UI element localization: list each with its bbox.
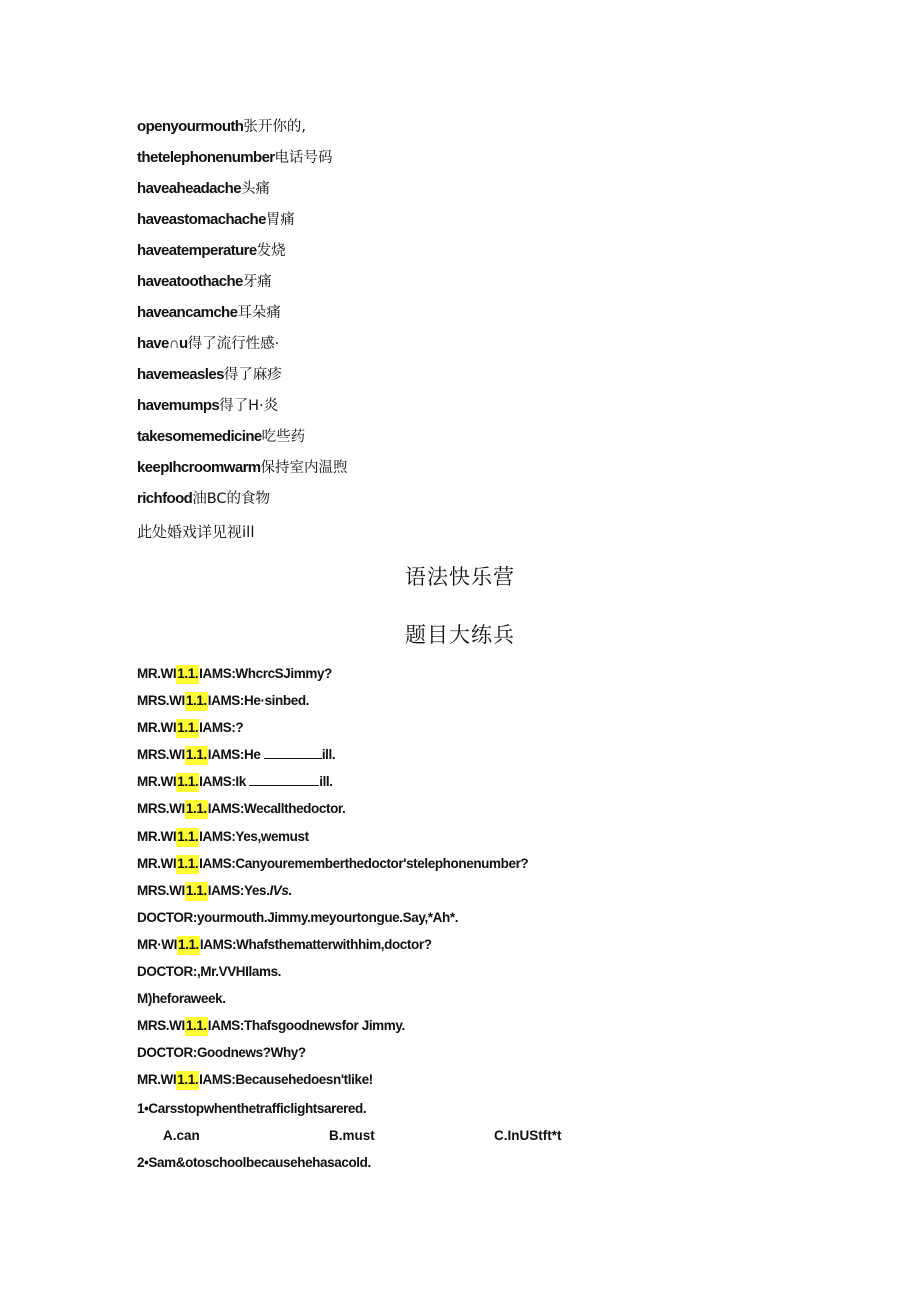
- vocab-item: [137, 455, 348, 486]
- vocab-chinese: 油BC的食物: [192, 491, 271, 507]
- speaker-text: MRS.WI: [137, 1018, 185, 1034]
- dialogue-line: [137, 906, 528, 933]
- dialogue-line: [137, 879, 528, 906]
- question-2: 2•Sam&otoschoolbecausehehasacold.: [137, 1155, 371, 1170]
- vocab-chinese: 吃些药: [261, 429, 306, 445]
- vocab-item: [137, 269, 348, 300]
- vocab-english: takesomemedicine: [137, 428, 262, 445]
- line-text: IAMS:Yes.: [207, 882, 270, 898]
- vocab-chinese: 张开你的,: [243, 119, 306, 135]
- vocab-chinese: 牙痛: [242, 274, 272, 290]
- vocab-item: [137, 393, 348, 424]
- vocab-english: havemumps: [137, 397, 220, 414]
- vocab-english: haveatoothache: [137, 273, 243, 290]
- vocab-chinese: 电话号码: [274, 150, 333, 166]
- vocab-english: haveatemperature: [137, 242, 257, 259]
- question-1: 1•Carsstopwhenthetrafficlightsarered.: [137, 1101, 367, 1116]
- answer-blank[interactable]: [249, 771, 319, 786]
- line-text: IAMS:Whafsthematterwithhim,doctor?: [199, 936, 432, 952]
- line-text: IAMS:He: [207, 747, 264, 763]
- vocab-chinese: 得了麻疹: [223, 367, 282, 383]
- dialogue-list: [137, 662, 528, 1096]
- answer-blank[interactable]: [264, 744, 322, 759]
- speaker-text: MR.WI: [137, 1072, 177, 1088]
- vocab-english: havemeasles: [137, 366, 224, 383]
- speaker-text: MRS.WI: [137, 747, 185, 763]
- dialogue-line: [137, 1014, 528, 1041]
- vocab-english: haveaheadache: [137, 180, 241, 197]
- speaker-text: MR.WI: [137, 828, 177, 844]
- speaker-text: DOCTOR:,Mr.VVHIlams.: [137, 964, 282, 980]
- vocab-chinese: 得了流行性感·: [187, 336, 280, 352]
- line-text: IAMS:He·sinbed.: [207, 693, 310, 709]
- italic-text: IVs.: [269, 882, 292, 898]
- speaker-text: DOCTOR:yourmouth.Jimmy.meyourtongue.Say,*Ah*.: [137, 909, 459, 925]
- speaker-text: MR.WI: [137, 774, 177, 790]
- vocab-english: haveastomachache: [137, 211, 266, 228]
- dialogue-line: [137, 987, 528, 1014]
- line-tail-text: ill.: [321, 747, 336, 763]
- line-text: IAMS:Ik: [199, 774, 250, 790]
- vocab-chinese: 得了H·炎: [219, 398, 279, 414]
- dialogue-line: [137, 716, 528, 743]
- vocab-chinese: 胃痛: [265, 212, 295, 228]
- speaker-text: MRS.WI: [137, 693, 185, 709]
- line-text: IAMS:WhcrcSJimmy?: [199, 666, 332, 681]
- speaker-text: MR.WI: [137, 720, 177, 736]
- vocab-item: [137, 331, 348, 362]
- line-text: IAMS:Canyourememberthedoctor'stelephonenumber?: [199, 855, 529, 871]
- vocab-chinese: 发烧: [256, 243, 286, 259]
- highlighted-text: 1.1.: [176, 665, 199, 684]
- highlighted-text: 1.1.: [176, 1071, 199, 1090]
- vocab-english: have∩u: [137, 335, 188, 352]
- highlighted-text: 1.1.: [176, 719, 199, 738]
- highlighted-text: 1.1.: [176, 773, 199, 792]
- vocab-item: [137, 176, 348, 207]
- vocab-item: [137, 362, 348, 393]
- vocab-chinese: 保持室内温煦: [260, 460, 348, 476]
- speaker-text: MRS.WI: [137, 882, 185, 898]
- dialogue-line: [137, 960, 528, 987]
- dialogue-line: [137, 743, 528, 770]
- dialogue-line: [137, 1068, 528, 1095]
- line-text: IAMS:Yes,wemust: [199, 828, 309, 844]
- highlighted-text: 1.1.: [176, 828, 199, 847]
- dialogue-line: [137, 770, 528, 797]
- dialogue-line: [137, 1041, 528, 1068]
- note-line: 此处婚戏详见视ill: [137, 523, 255, 541]
- vocab-english: openyourmouth: [137, 118, 244, 135]
- vocab-item: [137, 424, 348, 455]
- vocab-item: [137, 486, 348, 517]
- section-heading-grammar: 语法快乐营: [405, 565, 515, 589]
- option-c: C.InUStft*t: [494, 1128, 562, 1143]
- vocab-item: [137, 114, 348, 145]
- vocab-item: [137, 300, 348, 331]
- vocab-item: [137, 145, 348, 176]
- dialogue-line: [137, 797, 528, 824]
- line-text: IAMS:?: [199, 720, 244, 736]
- speaker-text: MR·WI: [137, 936, 177, 952]
- highlighted-text: 1.1.: [185, 882, 208, 901]
- dialogue-line: [137, 852, 528, 879]
- speaker-text: MR.WI: [137, 666, 177, 681]
- section-heading-exercises: 题目大练兵: [405, 623, 515, 647]
- line-text: IAMS:Wecallthedoctor.: [207, 801, 346, 817]
- dialogue-line: [137, 933, 528, 960]
- highlighted-text: 1.1.: [185, 1017, 208, 1036]
- vocab-english: keepIhcroomwarm: [137, 459, 261, 476]
- vocab-item: [137, 207, 348, 238]
- vocab-chinese: 耳朵痛: [237, 305, 281, 321]
- speaker-text: MRS.WI: [137, 801, 185, 817]
- speaker-text: MR.WI: [137, 855, 177, 871]
- line-text: IAMS:Becausehedoesn'tlike!: [199, 1072, 373, 1088]
- vocabulary-list: [137, 114, 348, 517]
- vocab-item: [137, 238, 348, 269]
- option-b: B.must: [329, 1128, 375, 1143]
- highlighted-text: 1.1.: [176, 855, 199, 874]
- line-text: IAMS:Thafsgoodnewsfor Jimmy.: [207, 1018, 405, 1034]
- option-a: A.can: [163, 1128, 200, 1143]
- vocab-english: richfood: [137, 490, 193, 507]
- question-1-options: [163, 1124, 583, 1150]
- highlighted-text: 1.1.: [185, 692, 208, 711]
- vocab-chinese: 头痛: [240, 181, 270, 197]
- vocab-english: thetelephonenumber: [137, 149, 275, 166]
- highlighted-text: 1.1.: [185, 800, 208, 819]
- dialogue-line: [137, 825, 528, 852]
- line-tail-text: ill.: [319, 774, 333, 790]
- dialogue-line: [137, 689, 528, 716]
- speaker-text: M)heforaweek.: [137, 991, 226, 1007]
- dialogue-line: [137, 662, 528, 689]
- speaker-text: DOCTOR:Goodnews?Why?: [137, 1045, 306, 1061]
- highlighted-text: 1.1.: [177, 936, 200, 955]
- vocab-english: haveancamche: [137, 304, 238, 321]
- highlighted-text: 1.1.: [185, 746, 208, 765]
